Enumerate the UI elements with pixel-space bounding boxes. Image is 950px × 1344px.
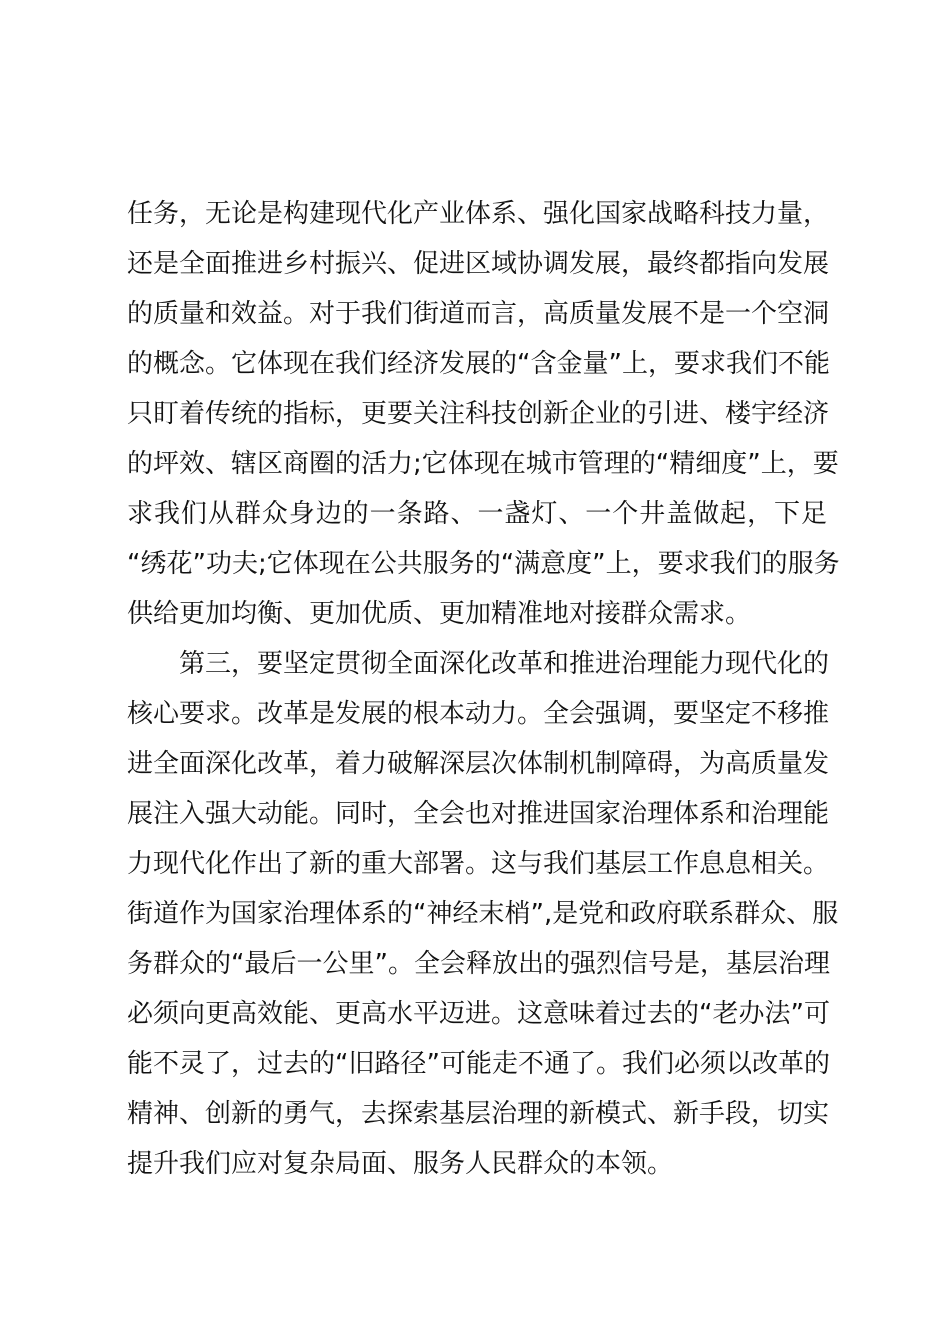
text-line: 任务，无论是构建现代化产业体系、强化国家战略科技力量， (127, 199, 830, 229)
text-line: 只盯着传统的指标，更要关注科技创新企业的引进、楼宇经济 (127, 399, 830, 429)
text-line: 务群众的“最后一公里”。全会释放出的强烈信号是，基层治理 (127, 949, 830, 979)
text-line: 进全面深化改革，着力破解深层次体制机制障碍，为高质量发 (127, 749, 830, 779)
paragraph-third-point (127, 639, 839, 1189)
text-line: 第三，要坚定贯彻全面深化改革和推进治理能力现代化的 (179, 649, 830, 679)
text-line: 核心要求。改革是发展的根本动力。全会强调，要坚定不移推 (127, 699, 830, 729)
text-line: 还是全面推进乡村振兴、促进区域协调发展，最终都指向发展 (127, 249, 830, 279)
text-line: 求我们从群众身边的一条路、一盏灯、一个井盖做起，下足 (127, 499, 827, 529)
text-line: 的质量和效益。对于我们街道而言，高质量发展不是一个空洞 (127, 299, 830, 329)
text-line: 的坪效、辖区商圈的活力;它体现在城市管理的“精细度”上，要 (127, 449, 839, 479)
text-line: 精神、创新的勇气，去探索基层治理的新模式、新手段，切实 (127, 1099, 830, 1129)
text-line: 供给更加均衡、更加优质、更加精准地对接群众需求。 (127, 599, 752, 629)
text-line: 能不灵了，过去的“旧路径”可能走不通了。我们必须以改革的 (127, 1049, 830, 1079)
text-line: 力现代化作出了新的重大部署。这与我们基层工作息息相关。 (127, 849, 830, 879)
text-line: 必须向更高效能、更高水平迈进。这意味着过去的“老办法”可 (127, 999, 830, 1029)
text-line: 提升我们应对复杂局面、服务人民群众的本领。 (127, 1149, 674, 1179)
text-line: “绣花”功夫;它体现在公共服务的“满意度”上，要求我们的服务 (127, 549, 840, 579)
body-text (127, 189, 840, 1189)
paragraph-continuation (127, 189, 840, 639)
text-line: 展注入强大动能。同时，全会也对推进国家治理体系和治理能 (127, 799, 830, 829)
text-line: 街道作为国家治理体系的“神经末梢”,是党和政府联系群众、服 (127, 899, 839, 929)
text-line: 的概念。它体现在我们经济发展的“含金量”上，要求我们不能 (127, 349, 830, 379)
